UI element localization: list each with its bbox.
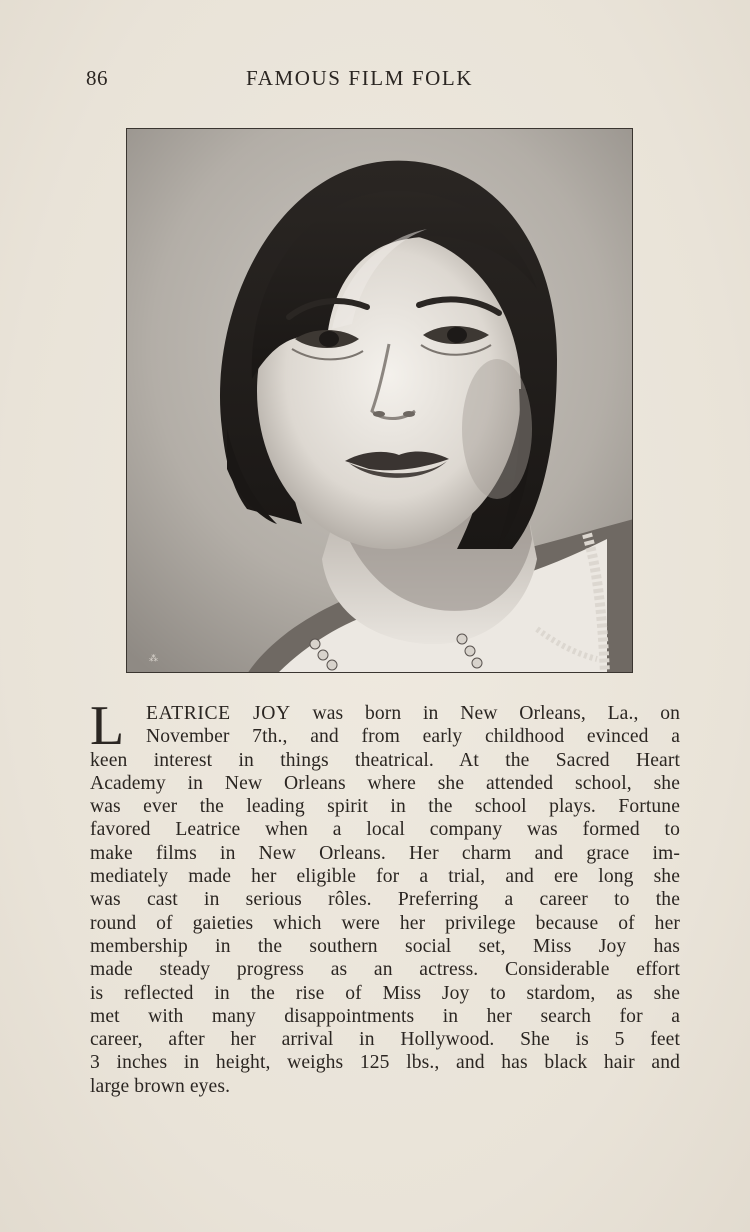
page-header: [0, 66, 750, 98]
text-line: met with many disappointments in her search for a: [90, 1005, 680, 1027]
biography-paragraph: [90, 695, 680, 1098]
text-line: make films in New Orleans. Her charm and grace im-: [90, 842, 680, 864]
text-line: large brown eyes.: [90, 1075, 231, 1097]
text-line: favored Leatrice when a local company was formed to: [90, 819, 680, 841]
text-line: EATRICE JOY was born in New Orleans, La., on: [146, 703, 680, 724]
text-line: career, after her arrival in Hollywood. She is 5 feet: [90, 1029, 680, 1051]
lead-in: EATRICE JOY: [146, 703, 291, 724]
page-number: 86: [86, 66, 108, 90]
portrait-photograph: [126, 128, 633, 673]
text-line: 3 inches in height, weighs 125 lbs., and has black hair and: [90, 1052, 680, 1074]
svg-text:⁂: ⁂: [149, 653, 158, 663]
text-line: Academy in New Orleans where she attended school, she: [90, 772, 680, 794]
text-line: keen interest in things theatrical. At the Sacred Heart: [90, 749, 680, 771]
text-line: round of gaieties which were her privilege because of her: [90, 912, 680, 934]
text-line: is reflected in the rise of Miss Joy to stardom, as she: [90, 982, 680, 1004]
text-line: November 7th., and from early childhood evinced a: [146, 726, 680, 748]
text-line: mediately made her eligible for a trial, and ere long she: [90, 866, 680, 888]
text-line: membership in the southern social set, Miss Joy has: [90, 935, 680, 957]
text-line: made steady progress as an actress. Considerable effort: [90, 959, 680, 981]
text-line: was ever the leading spirit in the school plays. Fortune: [90, 796, 680, 818]
drop-cap: L: [90, 695, 125, 757]
running-title: FAMOUS FILM FOLK: [246, 66, 474, 90]
text-line: was cast in serious rôles. Preferring a career to the: [90, 889, 680, 911]
